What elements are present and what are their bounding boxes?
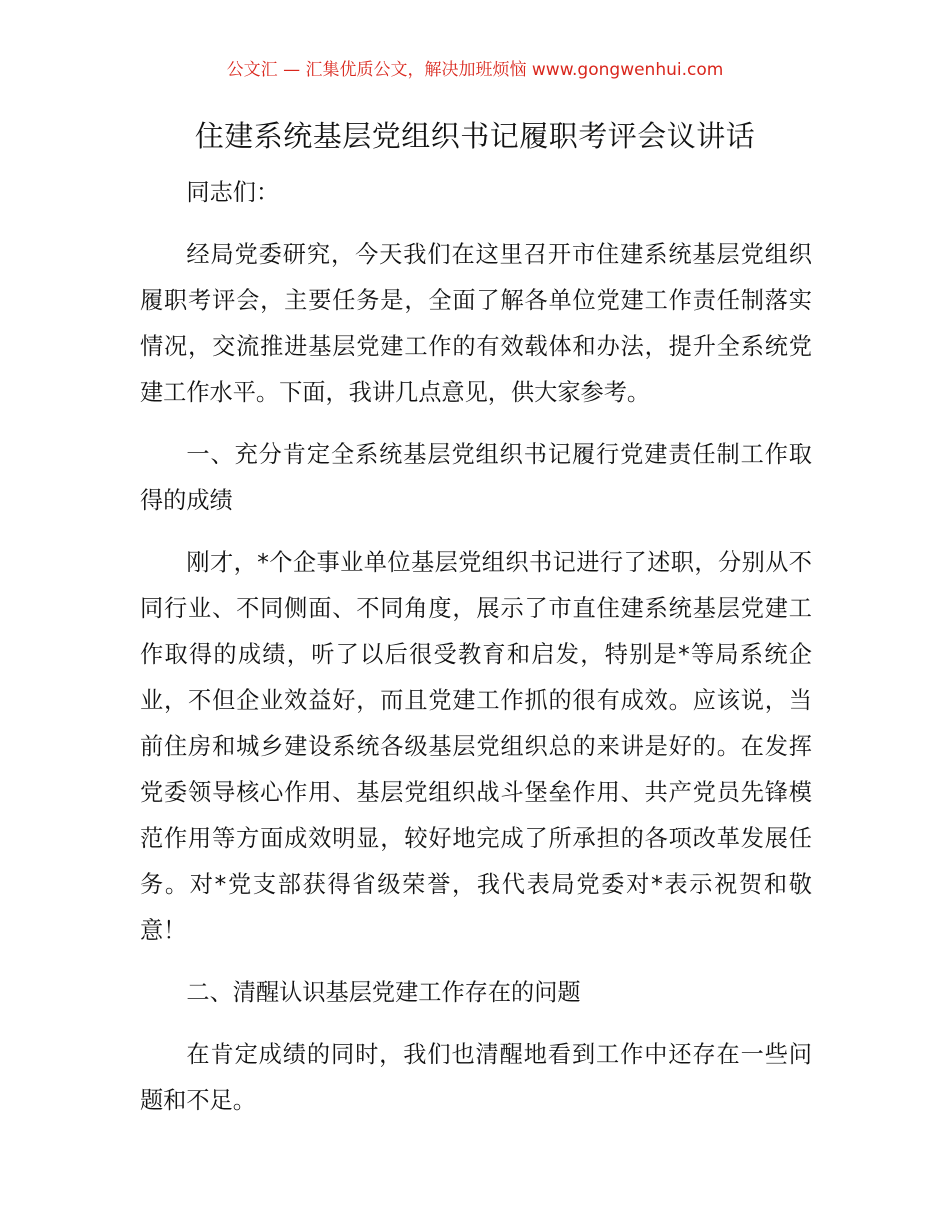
section-heading-2: 二、清醒认识基层党建工作存在的问题	[186, 979, 581, 1006]
paragraph-problems: 在肯定成绩的同时，我们也清醒地看到工作中还存在一些问题和不足。	[140, 1041, 812, 1114]
paragraph-achievements: 刚才，*个企事业单位基层党组织书记进行了述职，分别从不同行业、不同侧面、不同角度，展示了市直住建系统基层党建工作取得的成绩，听了以后很受教育和启发，特别是*等局系统企业，不但企业效益好，而且党建工作抓的很有成效。应该说，当前住房和城乡建设系统各级基层党组织总的来讲是好的。在发挥党委领导核心作用、基层党组织战斗堡垒作用、共产党员先锋模范作用等方面成效明显，较好地完成了所承担的各项改革发展任务。对*党支部获得省级荣誉，我代表局党委对*表示祝贺和敬意！	[140, 549, 812, 944]
document-title: 住建系统基层党组织书记履职考评会议讲话	[194, 119, 756, 153]
paragraph-intro: 经局党委研究，今天我们在这里召开市住建系统基层党组织履职考评会，主要任务是，全面了解各单位党建工作责任制落实情况，交流推进基层党建工作的有效载体和办法，提升全系统党建工作水平。下面，我讲几点意见，供大家参考。	[140, 241, 812, 406]
document-body	[140, 170, 812, 1140]
section-heading-1: 一、充分肯定全系统基层党组织书记履行党建责任制工作取得的成绩	[140, 441, 812, 514]
greeting: 同志们：	[186, 179, 280, 206]
site-banner[interactable]: 公文汇 — 汇集优质公文，解决加班烦恼 www.gongwenhui.com	[226, 60, 724, 80]
